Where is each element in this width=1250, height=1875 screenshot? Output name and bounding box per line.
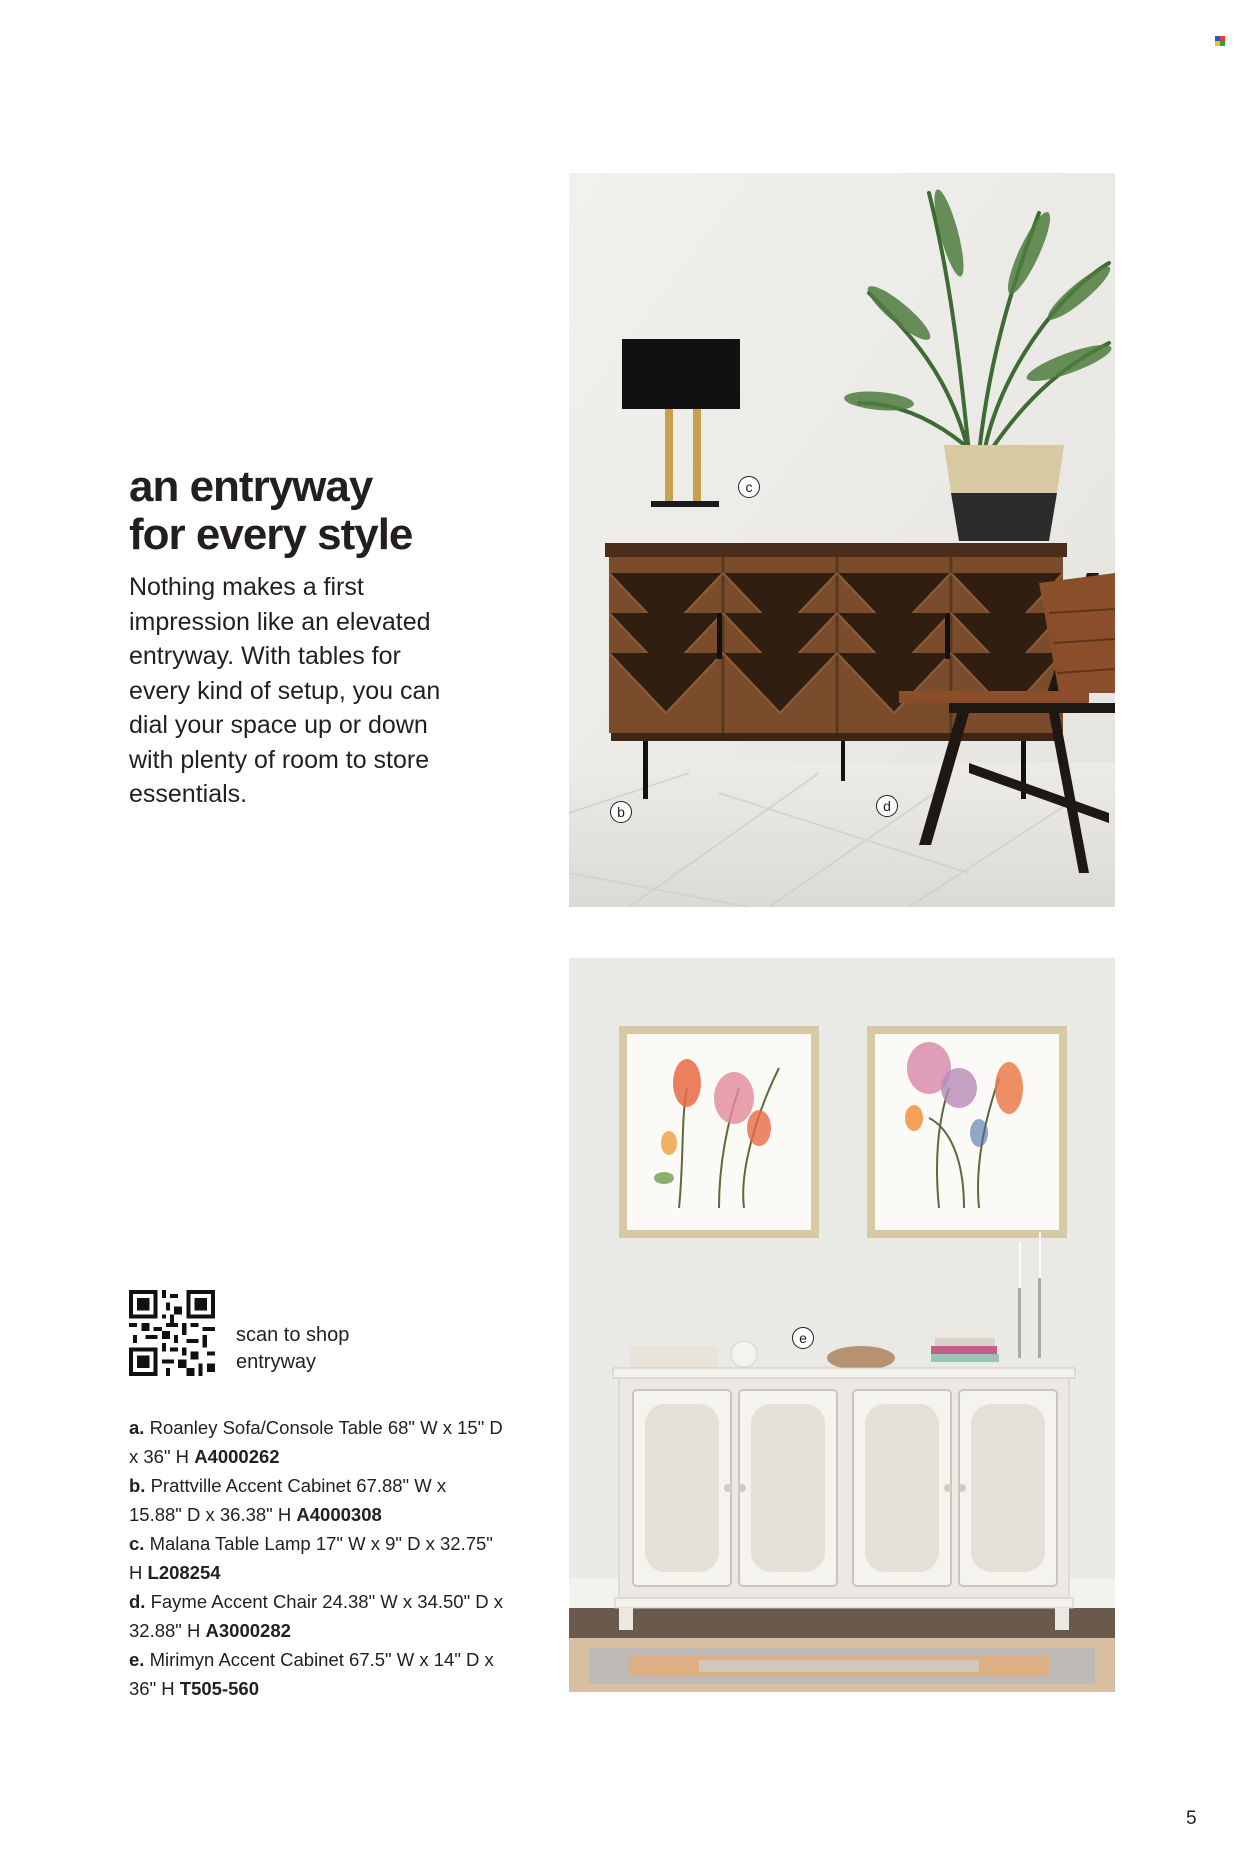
callout-d: d: [876, 795, 898, 817]
product-spec-item: [129, 1645, 504, 1703]
product-letter: a.: [129, 1417, 145, 1438]
product-description: Prattville Accent Cabinet 67.88" W x 15.88" D x 36.38" H: [129, 1475, 447, 1525]
product-description: Malana Table Lamp 17" W x 9" D x 32.75" H: [129, 1533, 493, 1583]
product-description: Roanley Sofa/Console Table 68" W x 15" D x 36" H: [129, 1417, 503, 1467]
corner-color-mark: [1215, 36, 1225, 46]
product-sku: L208254: [147, 1562, 221, 1583]
page-headline: [129, 463, 549, 559]
entryway-photo-white-cabinet: [569, 958, 1115, 1692]
product-spec-item: [129, 1471, 504, 1529]
product-letter: b.: [129, 1475, 146, 1496]
page-number: 5: [1186, 1808, 1197, 1829]
product-letter: c.: [129, 1533, 145, 1554]
callout-b: b: [610, 801, 632, 823]
product-letter: d.: [129, 1591, 146, 1612]
product-letter: e.: [129, 1649, 145, 1670]
product-sku: A4000262: [194, 1446, 280, 1467]
callout-e: e: [792, 1327, 814, 1349]
headline-line-2: for every style: [129, 510, 413, 559]
product-spec-list: [129, 1413, 504, 1703]
entryway-photo-dark-cabinet: [569, 173, 1115, 907]
product-description: Mirimyn Accent Cabinet 67.5" W x 14" D x 36" H: [129, 1649, 494, 1699]
product-description: Fayme Accent Chair 24.38" W x 34.50" D x 32.88" H: [129, 1591, 504, 1641]
intro-paragraph: Nothing makes a first impression like an elevated entryway. With tables for every kind of setup, you can dial your space up or down with plenty of room to store essentials.: [129, 573, 441, 808]
scan-line-1: scan to shop: [236, 1324, 350, 1346]
product-spec-item: [129, 1413, 504, 1471]
product-spec-item: [129, 1529, 504, 1587]
scan-line-2: entryway: [236, 1351, 317, 1373]
product-sku: T505-560: [179, 1678, 259, 1699]
product-spec-item: [129, 1587, 504, 1645]
headline-line-1: an entryway: [129, 462, 373, 511]
scan-to-shop-label: [236, 1322, 349, 1376]
qr-code[interactable]: [129, 1290, 215, 1376]
product-sku: A3000282: [205, 1620, 291, 1641]
callout-c: c: [738, 476, 760, 498]
product-sku: A4000308: [296, 1504, 382, 1525]
